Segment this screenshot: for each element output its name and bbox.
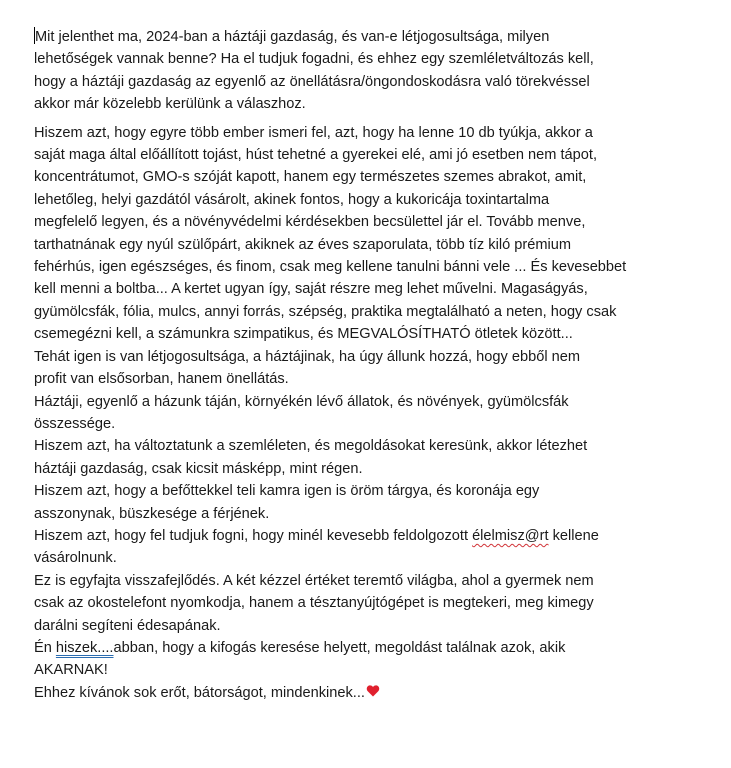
text-line: Hiszem azt, hogy a befőttekkel teli kamra igen is öröm tárgya, és koronája egy	[34, 483, 540, 500]
text-line-content: abban, hogy a kifogás keresése helyett, megoldást találnak azok, akik	[113, 639, 566, 656]
text-line: Hiszem azt, ha változtatunk a szemléleten, és megoldásokat keresünk, akkor létezhet	[34, 438, 588, 455]
text-line-content: kellene	[548, 527, 599, 544]
text-line	[34, 525, 704, 547]
text-line: akkor már közelebb kerülünk a válaszhoz.	[34, 96, 306, 113]
text-line: Hiszem azt, hogy egyre több ember ismeri fel, azt, hogy ha lenne 10 db tyúkja, akkor a	[34, 124, 593, 141]
text-line: darálni segíteni édesapának.	[34, 617, 221, 634]
text-line: összessége.	[34, 415, 116, 432]
document-page[interactable]	[34, 26, 704, 704]
text-line: fehérhús, igen egészséges, és finom, csak meg kellene tanulni bánni vele ... És kevesebbet	[34, 259, 627, 276]
text-line: saját maga által előállított tojást, húst tehetné a gyerekei elé, ami jó esetben nem tápot,	[34, 147, 598, 164]
text-line: tarthatnának egy nyúl szülőpárt, akiknek az éves szaporulata, több tíz kiló prémium	[34, 236, 572, 253]
body-paragraph	[34, 122, 704, 705]
grammar-flagged-word[interactable]: hiszek....	[55, 639, 114, 656]
text-line: Tehát igen is van létjogosultsága, a háztájinak, ha úgy állunk hozzá, hogy ebből nem	[34, 348, 581, 365]
text-line: lehetőségek vannak benne? Ha el tudjuk fogadni, és ehhez egy szemléletváltozás kell,	[34, 51, 594, 68]
text-line: profit van elsősorban, hanem önellátás.	[34, 371, 289, 388]
text-line: háztáji gazdaság, csak kicsit másképp, mint régen.	[34, 460, 363, 477]
text-line: vásárolnunk.	[34, 550, 117, 567]
text-line-content: Hiszem azt, hogy fel tudjuk fogni, hogy minél kevesebb feldolgozott	[34, 527, 473, 544]
text-line-content: Mit jelenthet ma, 2024-ban a háztáji gazdaság, és van-e létjogosultsága, milyen	[35, 29, 550, 45]
text-line: csak az okostelefont nyomkodja, hanem a tésztanyújtógépet is megtekeri, meg kimegy	[34, 595, 594, 612]
text-line: Ez is egyfajta visszafejlődés. A két kézzel értéket teremtő világba, ahol a gyermek nem	[34, 572, 594, 589]
text-line-content: Ehhez kívánok sok erőt, bátorságot, mindenkinek...	[34, 684, 365, 701]
text-line: lehetőleg, helyi gazdától vásárolt, akinek fontos, hogy a kukoricája toxintartalma	[34, 191, 550, 208]
text-line	[34, 26, 704, 48]
text-line: gyümölcsfák, fólia, mulcs, annyi forrás, szépség, praktika megtalálható a neten, hogy csak	[34, 303, 617, 320]
text-line: kell menni a boltba... A kertet ugyan így, saját részre meg lehet művelni. Magaságyás,	[34, 281, 588, 298]
text-line: asszonynak, büszkesége a férjének.	[34, 505, 270, 522]
heart-icon	[366, 684, 380, 698]
text-line	[34, 637, 704, 659]
text-line: AKARNAK!	[34, 662, 108, 679]
text-line	[34, 682, 704, 704]
text-line: Háztáji, egyenlő a házunk táján, környékén lévő állatok, és növények, gyümölcsfák	[34, 393, 569, 410]
text-line: koncentrátumot, GMO-s szóját kapott, hanem egy természetes szemes abrakot, amit,	[34, 169, 587, 186]
text-line: megfelelő legyen, és a növényvédelmi kérdésekben becsülettel jár el. Tovább menve,	[34, 214, 586, 231]
spelling-error-word[interactable]: élelmisz@rt	[472, 527, 549, 544]
text-line: hogy a háztáji gazdaság az egyenlő az önellátásra/öngondoskodásra való törekvéssel	[34, 73, 590, 90]
text-line: csemegézni kell, a számunkra szimpatikus, és MEGVALÓSÍTHATÓ ötletek között...	[34, 326, 573, 343]
text-line-content: Én	[34, 639, 56, 656]
intro-paragraph	[34, 26, 704, 116]
